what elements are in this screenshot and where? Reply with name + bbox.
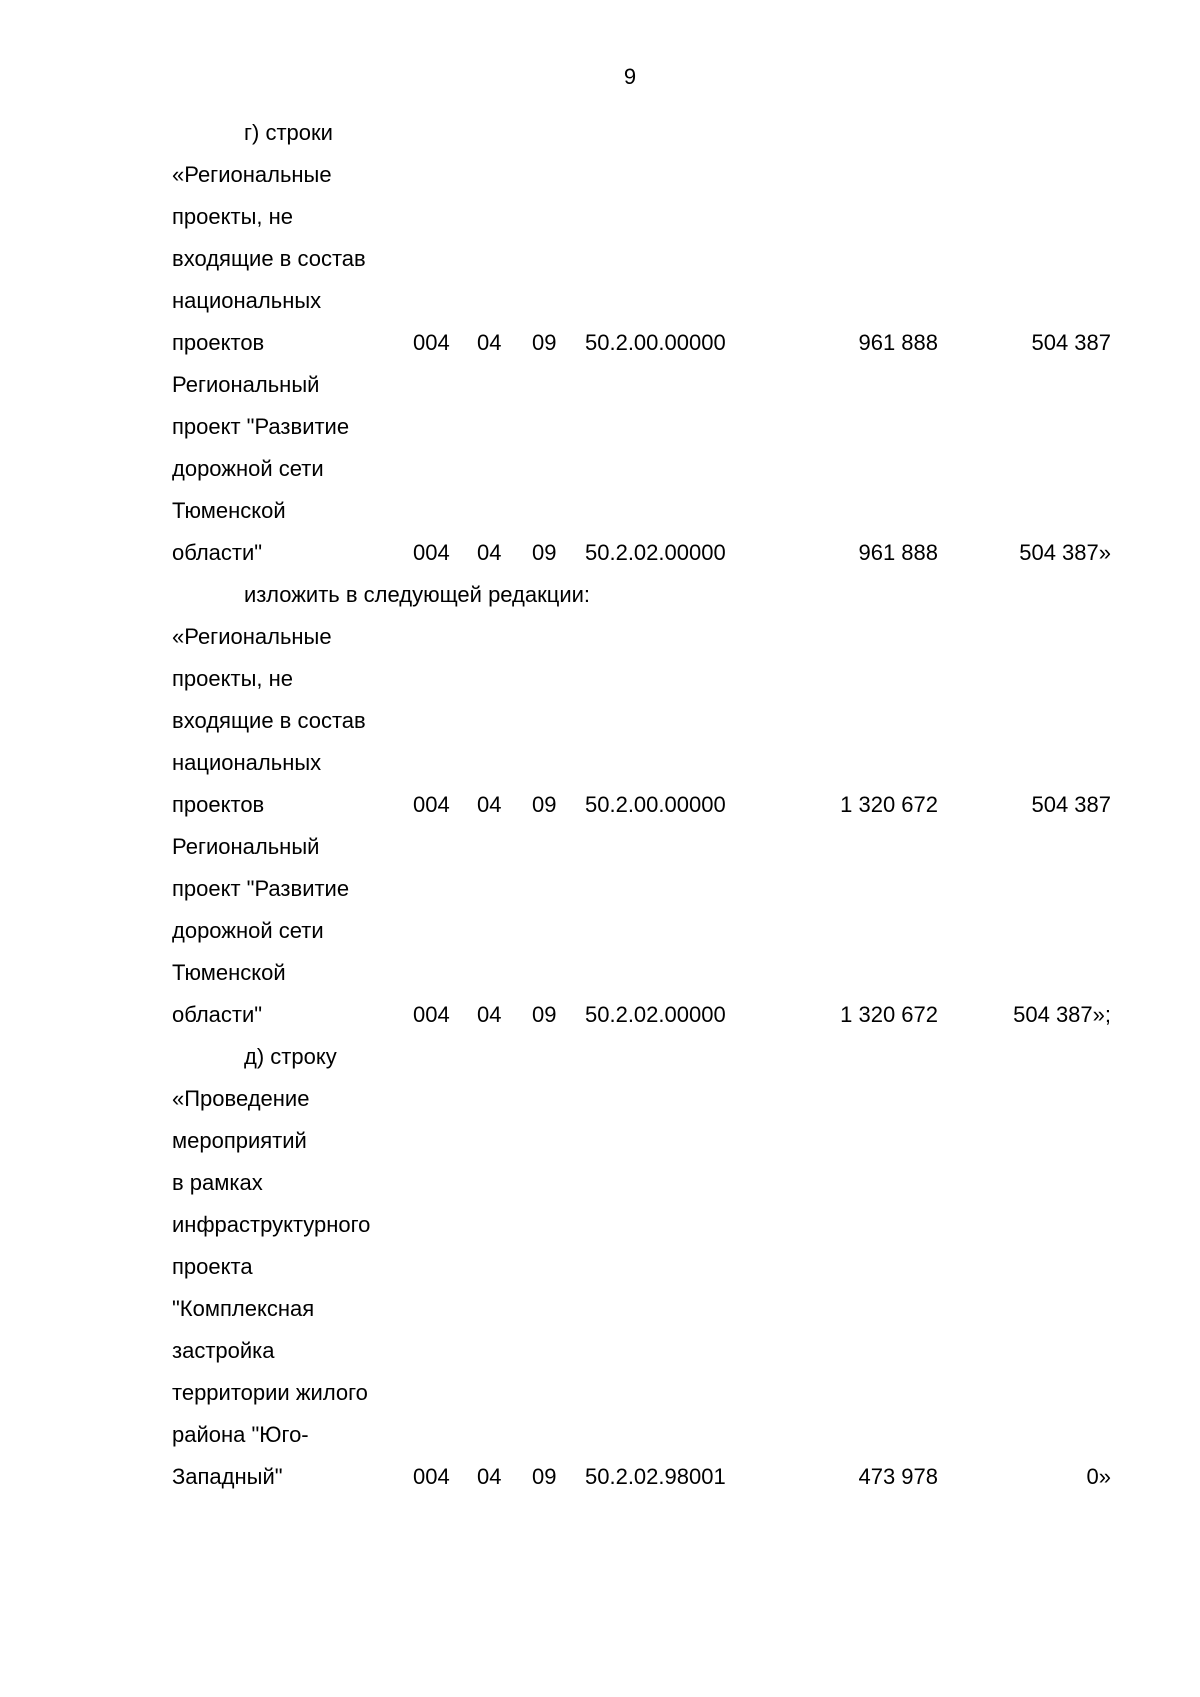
ved-code: 004 <box>413 330 450 355</box>
rz-code: 04 <box>477 540 502 565</box>
table-row-label-line <box>0 364 1200 406</box>
table-row <box>0 322 1200 364</box>
rz-code: 04 <box>477 330 502 355</box>
pr-code: 09 <box>532 540 557 565</box>
row-label: «Региональные <box>172 624 332 649</box>
pr-code: 09 <box>532 792 557 817</box>
row-label: территории жилого <box>172 1380 368 1405</box>
table-row-label-line <box>0 952 1200 994</box>
ved-code: 004 <box>413 1464 450 1489</box>
amount-year-2: 504 387»; <box>1013 1002 1111 1027</box>
table-row-label-line <box>0 238 1200 280</box>
amount-year-1: 961 888 <box>858 330 938 355</box>
ved-code: 004 <box>413 1002 450 1027</box>
row-label: "Комплексная <box>172 1296 315 1321</box>
table-row-label-line <box>0 826 1200 868</box>
row-label: «Региональные <box>172 162 332 187</box>
row-label: национальных <box>172 288 322 313</box>
table-row-label-line <box>0 1078 1200 1120</box>
csr-code: 50.2.00.00000 <box>585 792 726 817</box>
table-row-label-line <box>0 490 1200 532</box>
csr-code: 50.2.02.98001 <box>585 1464 726 1489</box>
table-row-label-line <box>0 616 1200 658</box>
rz-code: 04 <box>477 1464 502 1489</box>
table-row-label-line <box>0 700 1200 742</box>
row-label: проекты, не <box>172 204 293 229</box>
amount-year-2: 0» <box>1086 1464 1111 1489</box>
ved-code: 004 <box>413 792 450 817</box>
row-label: входящие в состав <box>172 246 366 271</box>
row-label: области" <box>172 1002 263 1027</box>
pr-code: 09 <box>532 330 557 355</box>
section-d-intro: д) строку <box>244 1044 337 1069</box>
table-row-label-line <box>0 154 1200 196</box>
table-row-label-line <box>0 1372 1200 1414</box>
row-label: Западный" <box>172 1464 283 1489</box>
amount-year-1: 473 978 <box>858 1464 938 1489</box>
table-row-label-line <box>0 1246 1200 1288</box>
table-row <box>0 532 1200 574</box>
table-row <box>0 784 1200 826</box>
table-row-label-line <box>0 1288 1200 1330</box>
amount-year-2: 504 387 <box>1031 330 1111 355</box>
rz-code: 04 <box>477 792 502 817</box>
amount-year-1: 1 320 672 <box>840 1002 938 1027</box>
rz-code: 04 <box>477 1002 502 1027</box>
row-label: Региональный <box>172 834 320 859</box>
table-row-label-line <box>0 742 1200 784</box>
section-g-intro-line <box>0 112 1200 154</box>
pr-code: 09 <box>532 1464 557 1489</box>
row-label: дорожной сети <box>172 456 324 481</box>
csr-code: 50.2.02.00000 <box>585 1002 726 1027</box>
row-label: проектов <box>172 792 265 817</box>
row-label: в рамках <box>172 1170 263 1195</box>
section-g-intro: г) строки <box>244 120 333 145</box>
ved-code: 004 <box>413 540 450 565</box>
replace-text-line <box>0 574 1200 616</box>
row-label: Тюменской <box>172 498 286 523</box>
row-label: мероприятий <box>172 1128 307 1153</box>
row-label: Тюменской <box>172 960 286 985</box>
table-row-label-line <box>0 280 1200 322</box>
table-row <box>0 994 1200 1036</box>
row-label: «Проведение <box>172 1086 310 1111</box>
row-label: входящие в состав <box>172 708 366 733</box>
table-row-label-line <box>0 1330 1200 1372</box>
row-label: проекта <box>172 1254 253 1279</box>
table-row-label-line <box>0 196 1200 238</box>
row-label: района "Юго- <box>172 1422 309 1447</box>
replace-text: изложить в следующей редакции: <box>244 582 591 607</box>
table-row-label-line <box>0 658 1200 700</box>
row-label: области" <box>172 540 263 565</box>
table-row-label-line <box>0 868 1200 910</box>
amount-year-2: 504 387 <box>1031 792 1111 817</box>
amount-year-2: 504 387» <box>1019 540 1111 565</box>
table-row <box>0 1456 1200 1498</box>
row-label: проект "Развитие <box>172 414 350 439</box>
table-row-label-line <box>0 910 1200 952</box>
page-number: 9 <box>623 64 637 89</box>
row-label: национальных <box>172 750 322 775</box>
row-label: инфраструктурного <box>172 1212 371 1237</box>
table-row-label-line <box>0 406 1200 448</box>
row-label: дорожной сети <box>172 918 324 943</box>
row-label: Региональный <box>172 372 320 397</box>
csr-code: 50.2.02.00000 <box>585 540 726 565</box>
table-row-label-line <box>0 1414 1200 1456</box>
table-row-label-line <box>0 1120 1200 1162</box>
section-d-intro-line <box>0 1036 1200 1078</box>
row-label: проекты, не <box>172 666 293 691</box>
row-label: проектов <box>172 330 265 355</box>
csr-code: 50.2.00.00000 <box>585 330 726 355</box>
table-row-label-line <box>0 1162 1200 1204</box>
pr-code: 09 <box>532 1002 557 1027</box>
amount-year-1: 961 888 <box>858 540 938 565</box>
table-row-label-line <box>0 448 1200 490</box>
row-label: проект "Развитие <box>172 876 350 901</box>
row-label: застройка <box>172 1338 275 1363</box>
table-row-label-line <box>0 1204 1200 1246</box>
amount-year-1: 1 320 672 <box>840 792 938 817</box>
